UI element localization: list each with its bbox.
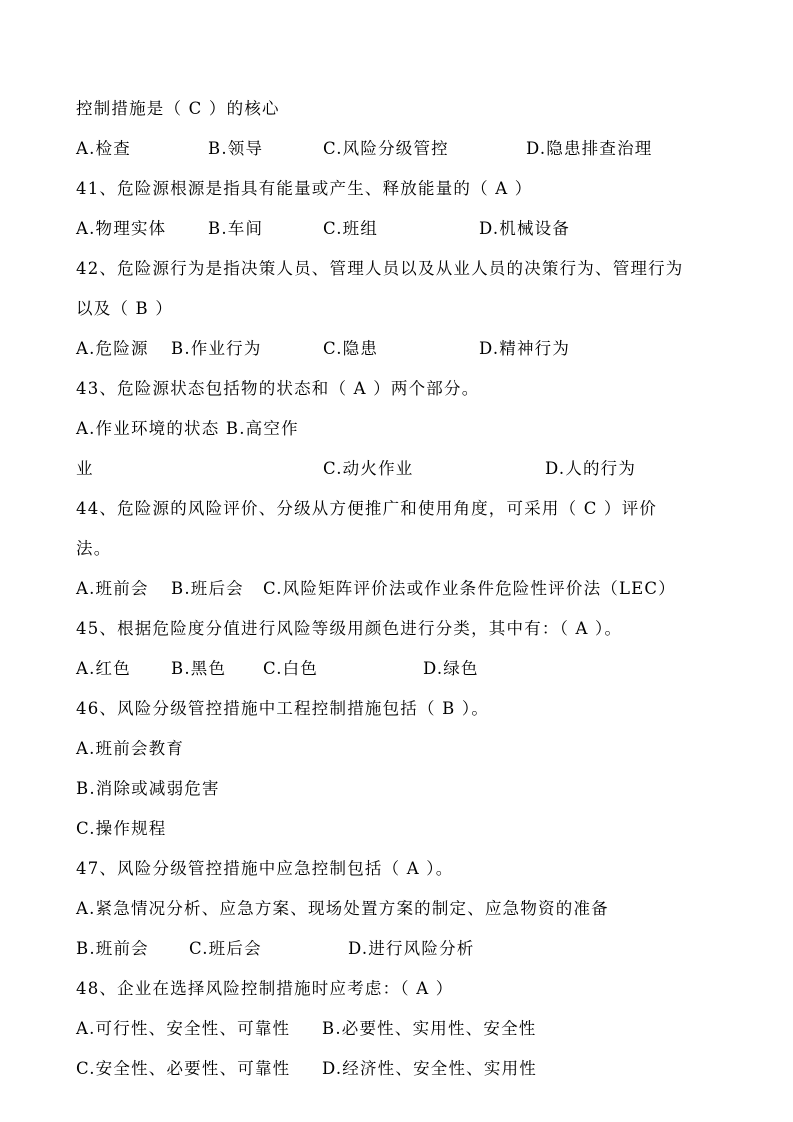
text-line: 控制措施是（ C ）的核心: [76, 99, 280, 118]
option-b: B.班后会: [171, 579, 244, 598]
option-a: A.班前会: [76, 579, 149, 598]
options-line: A.作业环境的状态 B.高空作: [76, 419, 299, 438]
option-b: B.领导: [208, 139, 264, 158]
question-line: 44、危险源的风险评价、分级从方便推广和使用角度，可采用（ C ）评价: [76, 499, 658, 518]
option-c: C.安全性、必要性、可靠性: [76, 1059, 291, 1078]
option-b: B.车间: [208, 219, 264, 238]
question-line: 41、危险源根源是指具有能量或产生、释放能量的（ A ）: [76, 179, 533, 198]
question-line: 43、危险源状态包括物的状态和（ A ）两个部分。: [76, 379, 480, 398]
option-d: D.机械设备: [479, 219, 571, 238]
option-a: A.危险源: [76, 339, 149, 358]
option-a: A.物理实体: [76, 219, 167, 238]
question-line: 42、危险源行为是指决策人员、管理人员以及从业人员的决策行为、管理行为: [76, 259, 684, 278]
question-line: 46、风险分级管控措施中工程控制措施包括（ B ）。: [76, 699, 490, 718]
option-c: C.风险矩阵评价法或作业条件危险性评价法（LEC）: [263, 579, 676, 598]
option-b: B.必要性、实用性、安全性: [322, 1019, 537, 1038]
option-d: D.精神行为: [479, 339, 571, 358]
option-line: B.消除或减弱危害: [76, 779, 220, 798]
question-line: 48、企业在选择风险控制措施时应考虑：（ A ）: [76, 979, 454, 998]
option-a: A.红色: [76, 659, 131, 678]
option-b: B.作业行为: [171, 339, 262, 358]
option-d: D.绿色: [423, 659, 479, 678]
option-c: C.白色: [263, 659, 319, 678]
option-d: D.经济性、安全性、实用性: [322, 1059, 537, 1078]
option-c: C.班后会: [189, 939, 262, 958]
question-line-continued: 法。: [76, 539, 112, 558]
option-c: C.班组: [323, 219, 379, 238]
option-b: B.班前会: [76, 939, 149, 958]
option-d: D.人的行为: [545, 459, 637, 478]
question-line: 47、风险分级管控措施中应急控制包括（ A ）。: [76, 859, 454, 878]
option-a: A.可行性、安全性、可靠性: [76, 1019, 291, 1038]
option-line: A.班前会教育: [76, 739, 185, 758]
option-line: A.紧急情况分析、应急方案、现场处置方案的制定、应急物资的准备: [76, 899, 609, 918]
option-b: B.黑色: [171, 659, 227, 678]
option-d: D.进行风险分析: [348, 939, 475, 958]
question-line-continued: 以及（ B ）: [76, 299, 174, 318]
option-b-continued: 业: [76, 459, 94, 478]
option-c: C.隐患: [323, 339, 379, 358]
question-line: 45、根据危险度分值进行风险等级用颜色进行分类，其中有：（ A ）。: [76, 619, 623, 638]
option-line: C.操作规程: [76, 819, 167, 838]
option-d: D.隐患排查治理: [526, 139, 653, 158]
option-a: A.检查: [76, 139, 131, 158]
option-c: C.动火作业: [323, 459, 414, 478]
option-c: C.风险分级管控: [323, 139, 449, 158]
